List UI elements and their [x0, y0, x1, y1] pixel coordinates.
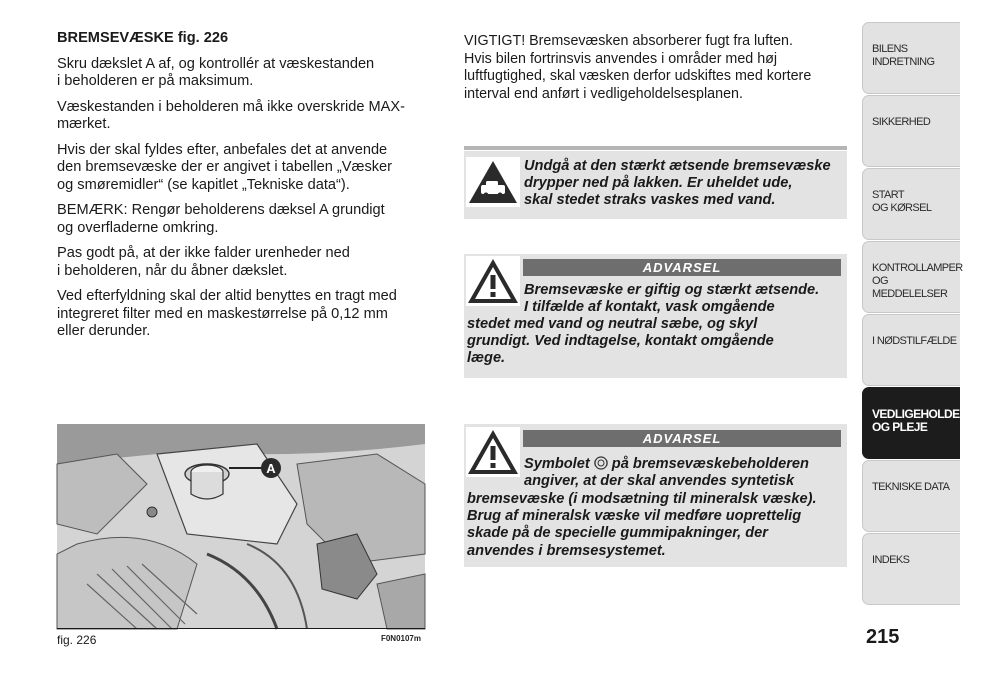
warning-text-first-line — [524, 456, 809, 490]
text-line: Hvis der skal fyldes efter, anbefales det at anvende — [57, 141, 388, 158]
paragraph-2 — [57, 99, 427, 134]
tab-tekniske-data[interactable] — [862, 460, 960, 532]
figure-caption-row — [57, 628, 425, 647]
car-caution-icon — [466, 157, 520, 207]
tab-vedligeholdelse[interactable] — [862, 387, 981, 459]
page-number: 215 — [866, 626, 900, 648]
text-line: luftfugtighed, skal væsken derfor udskiftes med kortere — [464, 68, 812, 84]
tab-i-nodstilfaelde[interactable] — [862, 314, 960, 386]
text-line: Pas godt på, at der ikke falder urenheder ned — [57, 245, 350, 261]
warning-triangle-icon — [466, 427, 520, 477]
text-line: mærket. — [57, 116, 111, 132]
text-line: I tilfælde af kontakt, vask omgående — [524, 299, 775, 316]
figure-caption: fig. 226 — [57, 633, 97, 647]
warning-text-rest — [467, 316, 774, 368]
tab-label: I NØDSTILFÆLDE — [872, 335, 957, 347]
tab-bilens-indretning[interactable] — [862, 22, 960, 94]
section-heading: BREMSEVÆSKE fig. 226 — [57, 30, 229, 46]
tab-kontrollamper[interactable] — [862, 241, 963, 313]
text-line: og smøremidler“ (se kapitlet „Tekniske data“). — [57, 176, 350, 193]
text-line: stedet med vand og neutral sæbe, og skyl — [467, 316, 758, 332]
engine-bay-photo — [57, 424, 425, 629]
text-line: grundigt. Ved indtagelse, kontakt omgående — [467, 333, 774, 350]
text-line: Undgå at den stærkt ætsende bremsevæske — [524, 158, 831, 174]
text-line: anvendes i bremsesystemet. — [467, 542, 666, 559]
text-line: eller derunder. — [57, 323, 151, 339]
text-line: Ved efterfyldning skal der altid benyttes en tragt med — [57, 288, 397, 304]
text-line: Bremsevæske er giftig og stærkt ætsende. — [524, 282, 820, 298]
caution-box — [464, 151, 847, 219]
tab-label: SIKKERHED — [872, 116, 931, 128]
text-line: i beholderen, når du åbner dækslet. — [57, 262, 288, 279]
text-line: VIGTIGT! Bremsevæsken absorberer fugt fra luften. — [464, 33, 793, 49]
engine-bay-illustration — [57, 424, 425, 629]
tab-label: BILENS INDRETNING — [872, 43, 935, 68]
tab-sikkerhed[interactable] — [862, 95, 960, 167]
tab-label: START OG KØRSEL — [872, 189, 932, 214]
warning-triangle-icon — [466, 256, 520, 306]
tab-label: VEDLIGEHOLDELSE OG PLEJE — [872, 407, 981, 434]
text-line: den bremsevæske der er angivet i tabellen „Væsker — [57, 159, 393, 175]
tab-label: KONTROLLAMPER OG MEDDELELSER — [872, 262, 963, 300]
figure-code: F0N0107m — [380, 634, 421, 643]
paragraph-5 — [57, 245, 427, 280]
text-fragment: Symbolet — [524, 456, 594, 472]
text-line: læge. — [467, 350, 506, 367]
text-line: i beholderen er på maksimum. — [57, 73, 254, 89]
caution-text — [524, 158, 831, 210]
tab-label: INDEKS — [872, 554, 910, 566]
advarsel-label: ADVARSEL — [523, 430, 841, 447]
figure-callout-a: A — [266, 461, 276, 476]
text-line: Skru dækslet A af, og kontrollér at væskestanden — [57, 55, 375, 72]
text-line: drypper ned på lakken. Er uheldet ude, — [524, 175, 793, 192]
tab-start-og-korsel[interactable] — [862, 168, 960, 240]
text-line: interval end anført i vedligeholdelsesplanen. — [464, 85, 743, 102]
tab-indeks[interactable] — [862, 533, 960, 605]
text-line: og overfladerne omkring. — [57, 219, 219, 236]
text-line: skade på de specielle gummipakninger, der — [467, 525, 768, 542]
divider — [464, 146, 847, 150]
text-line: BEMÆRK: Rengør beholderens dæksel A grundigt — [57, 202, 385, 218]
paragraph-4 — [57, 202, 427, 237]
important-note — [464, 33, 844, 103]
text-fragment: på bremsevæskebeholderen — [607, 456, 809, 472]
text-line — [524, 456, 809, 473]
text-line: skal stedet straks vaskes med vand. — [524, 192, 776, 209]
warning-box-toxic — [464, 254, 847, 378]
text-line: Væskestanden i beholderen må ikke overskride MAX- — [57, 98, 405, 115]
left-column — [57, 30, 427, 349]
warning-text-first-lines — [524, 282, 819, 316]
text-line: angiver, at der skal anvendes syntetisk — [524, 473, 795, 490]
brake-fluid-symbol-icon — [594, 456, 608, 470]
advarsel-label: ADVARSEL — [523, 259, 841, 276]
paragraph-1 — [57, 56, 427, 91]
text-line: Brug af mineralsk væske vil medføre uoprettelig — [467, 508, 802, 525]
warning-text-rest — [467, 491, 817, 560]
paragraph-3 — [57, 142, 427, 195]
text-line: bremsevæske (i modsætning til mineralsk væske). — [467, 491, 817, 507]
tab-label: TEKNISKE DATA — [872, 481, 950, 493]
paragraph-6 — [57, 288, 427, 341]
text-line: Hvis bilen fortrinsvis anvendes i områder med høj — [464, 50, 778, 67]
text-line: integreret filter med en maskestørrelse på 0,12 mm — [57, 305, 388, 322]
warning-box-synthetic — [464, 424, 847, 567]
